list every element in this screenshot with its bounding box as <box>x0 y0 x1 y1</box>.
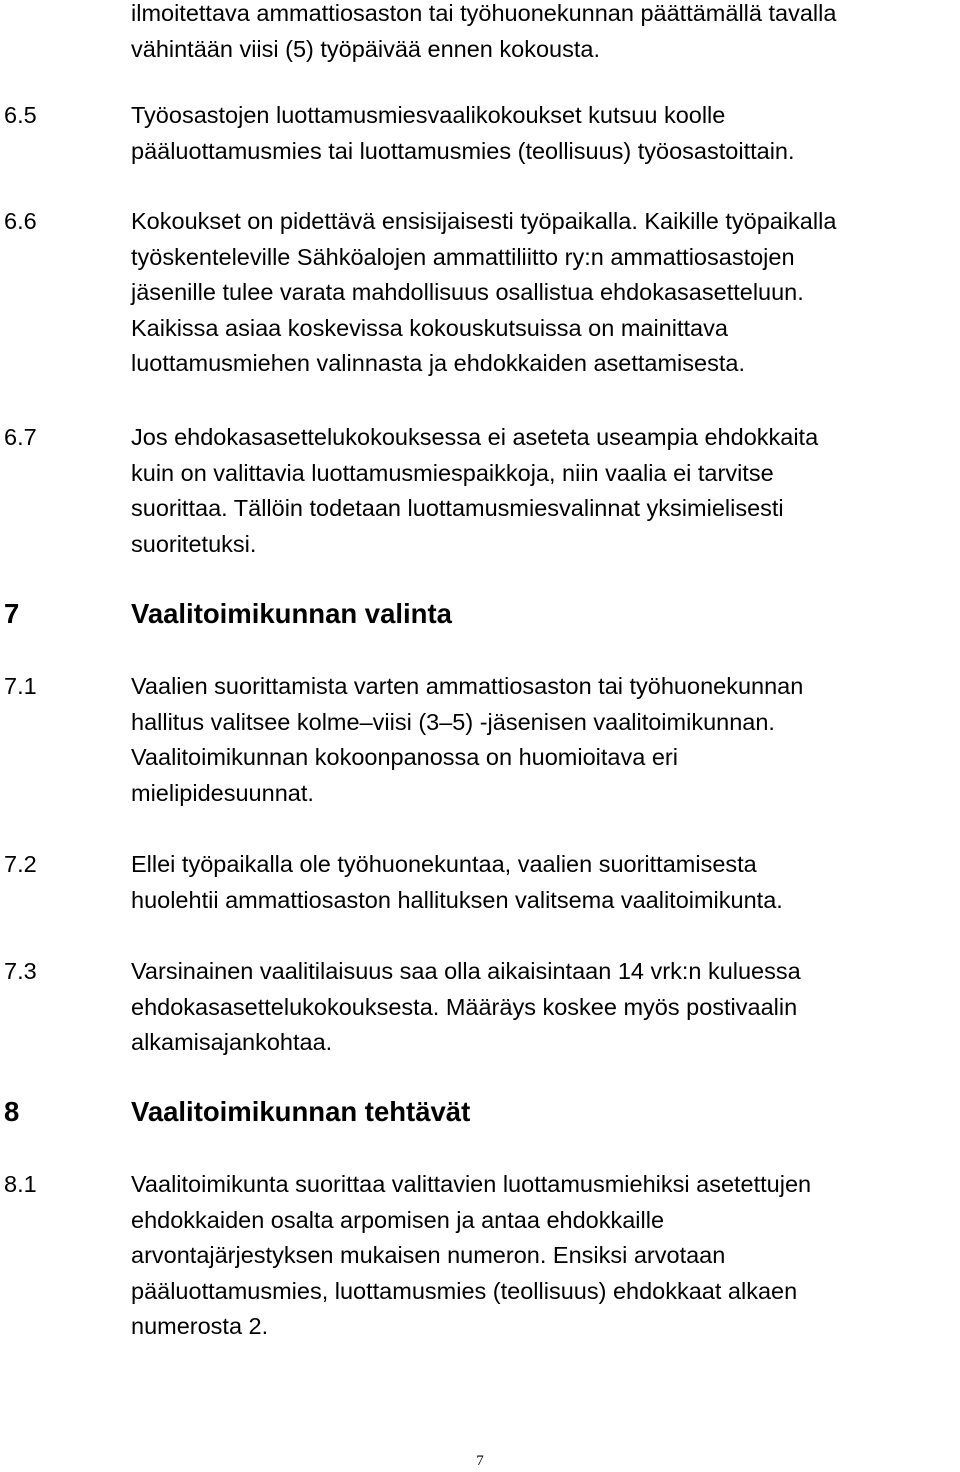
text-line: pääluottamusmies tai luottamusmies (teollisuus) työosastoittain. <box>131 137 795 164</box>
section-number: 7.3 <box>4 958 37 984</box>
section-number: 7.1 <box>4 673 37 699</box>
text-line: Vaalitoimikunta suorittaa valittavien luottamusmiehiksi asetettujen <box>131 1171 812 1197</box>
section-number: 6.7 <box>4 424 37 450</box>
text-line: työskenteleville Sähköalojen ammattiliitto ry:n ammattiosastojen <box>131 243 795 270</box>
section-text <box>131 1167 960 1345</box>
text-line: huolehtii ammattiosaston hallituksen valitsema vaalitoimikunta. <box>131 886 783 913</box>
heading-title: Vaalitoimikunnan tehtävät <box>131 1096 471 1127</box>
text-line: Varsinainen vaalitilaisuus saa olla aikaisintaan 14 vrk:n kuluessa <box>131 958 801 984</box>
text-line: Vaalien suorittamista varten ammattiosaston tai työhuonekunnan <box>131 673 804 699</box>
heading-number: 8 <box>4 1096 20 1127</box>
section-text <box>131 954 960 1061</box>
section-number: 6.6 <box>4 208 37 234</box>
section-text <box>131 98 960 169</box>
text-line: Vaalitoimikunnan kokoonpanossa on huomioitava eri <box>131 744 678 770</box>
text-line: alkamisajankohtaa. <box>131 1029 333 1055</box>
text-line: suoritetuksi. <box>131 530 257 557</box>
text-line: Ellei työpaikalla ole työhuonekuntaa, vaalien suorittamisesta <box>131 851 757 877</box>
text-line: Jos ehdokasasettelukokouksessa ei aseteta useampia ehdokkaita <box>131 424 819 450</box>
text-line: ehdokkaiden osalta arpomisen ja antaa ehdokkaille <box>131 1206 665 1233</box>
text-line: pääluottamusmies, luottamusmies (teollisuus) ehdokkaat alkaen <box>131 1277 798 1304</box>
section-number: 6.5 <box>4 102 37 128</box>
text-line: Kaikissa asiaa koskevissa kokouskutsuissa on mainittava <box>131 314 728 341</box>
text-line: vähintään viisi (5) työpäivää ennen kokousta. <box>131 35 600 62</box>
page-number: 7 <box>476 1453 484 1469</box>
heading-title: Vaalitoimikunnan valinta <box>131 598 452 629</box>
section-text <box>131 204 960 382</box>
text-line: ehdokasasettelukokouksesta. Määräys koskee myös postivaalin <box>131 993 798 1020</box>
text-line: ilmoitettava ammattiosaston tai työhuonekunnan päättämällä tavalla <box>131 0 837 26</box>
text-line: Työosastojen luottamusmiesvaalikokoukset kutsuu koolle <box>131 102 726 128</box>
paragraph-text <box>131 0 960 67</box>
text-line: kuin on valittavia luottamusmiespaikkoja, niin vaalia ei tarvitse <box>131 459 774 486</box>
text-line: suorittaa. Tällöin todetaan luottamusmiesvalinnat yksimielisesti <box>131 495 784 521</box>
text-line: numerosta 2. <box>131 1313 269 1339</box>
text-line: hallitus valitsee kolme–viisi (3–5) -jäsenisen vaalitoimikunnan. <box>131 708 775 735</box>
section-number: 8.1 <box>4 1171 37 1197</box>
text-line: luottamusmiehen valinnasta ja ehdokkaiden asettamisesta. <box>131 350 745 376</box>
section-text <box>131 847 960 918</box>
text-line: arvontajärjestyksen mukaisen numeron. Ensiksi arvotaan <box>131 1242 726 1268</box>
text-line: Kokoukset on pidettävä ensisijaisesti työpaikalla. Kaikille työpaikalla <box>131 208 837 234</box>
section-number: 7.2 <box>4 851 37 877</box>
text-line: mielipidesuunnat. <box>131 779 314 806</box>
text-line: jäsenille tulee varata mahdollisuus osallistua ehdokasasetteluun. <box>131 279 804 305</box>
heading-number: 7 <box>4 598 20 629</box>
section-text <box>131 420 960 562</box>
section-text <box>131 669 960 811</box>
